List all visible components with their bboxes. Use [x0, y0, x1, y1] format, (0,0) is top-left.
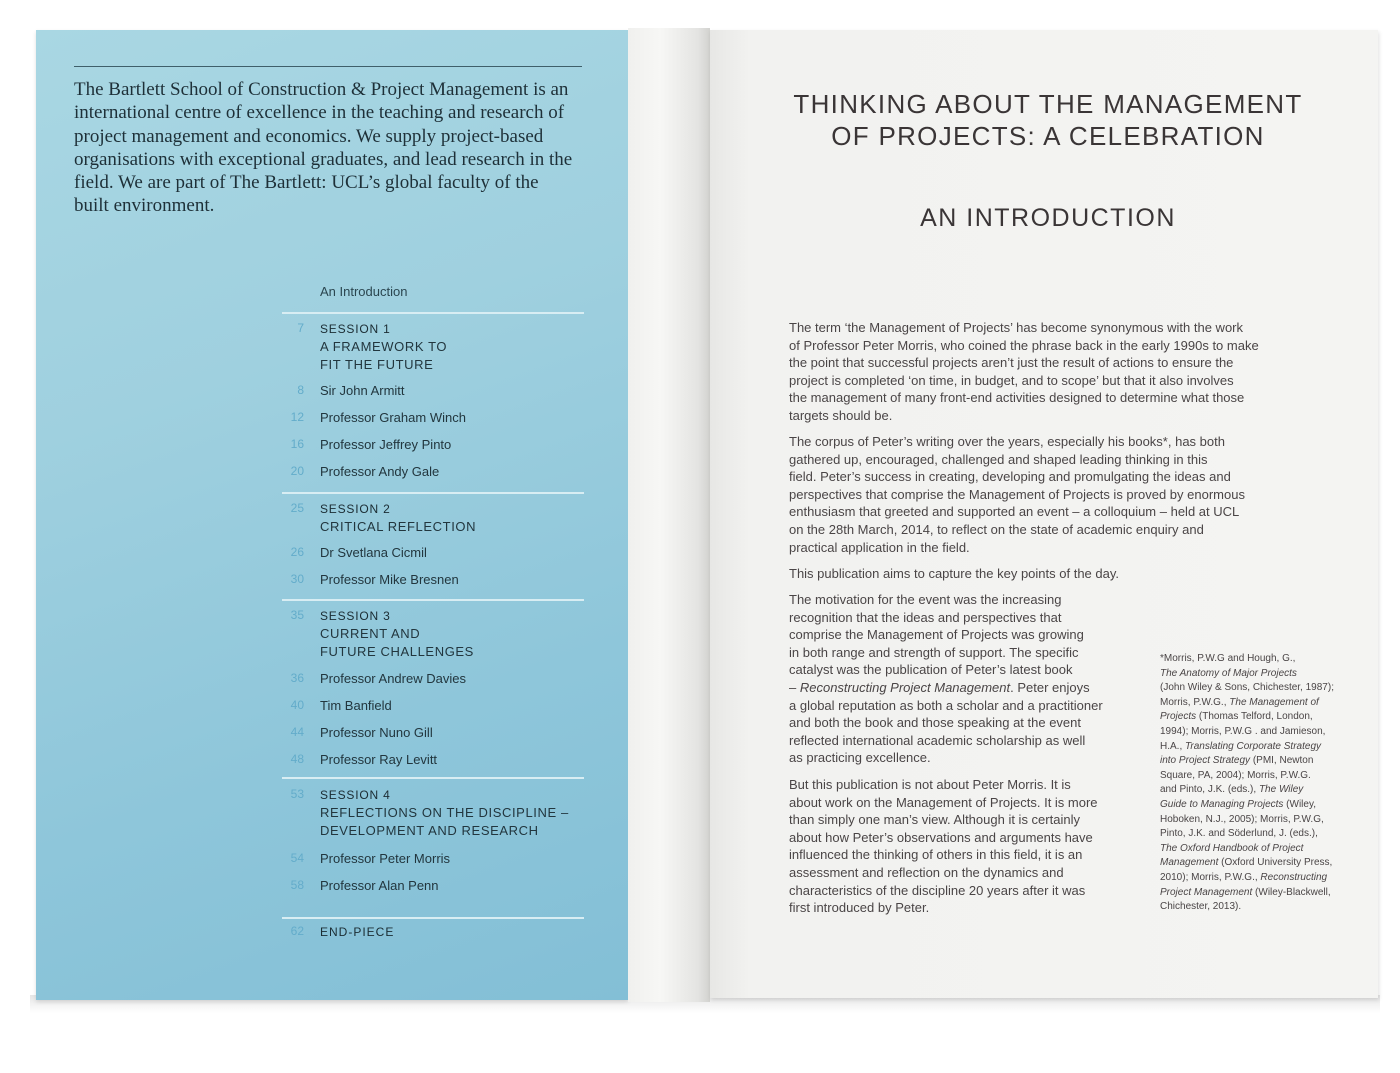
text-line: recognition that the ideas and perspectives that	[789, 609, 1062, 625]
session-name-line: FIT THE FUTURE	[320, 357, 434, 372]
toc-item	[282, 670, 592, 690]
toc-item	[282, 751, 592, 771]
toc-session-title	[320, 786, 590, 840]
title-line: THINKING ABOUT THE MANAGEMENT	[793, 89, 1303, 119]
toc-item-name: Professor Mike Bresnen	[320, 572, 459, 587]
text-line: assessment and reflection on the dynamics and	[789, 864, 1064, 880]
text-line: field. Peter’s success in creating, developing and promulgating the ideas and	[789, 469, 1231, 485]
toc-session-3	[282, 607, 592, 659]
toc-item-name: Professor Alan Penn	[320, 878, 439, 893]
toc-page-number: 62	[290, 924, 304, 938]
text-fragment: . Peter enjoys	[1010, 679, 1090, 695]
body-paragraph-1	[789, 319, 1259, 425]
toc-page-number: 54	[290, 851, 304, 865]
toc-item	[282, 571, 592, 591]
footnote-line	[1160, 871, 1350, 886]
footnote-line	[1160, 667, 1350, 682]
title-line: OF PROJECTS: A CELEBRATION	[831, 121, 1265, 151]
footnote-line	[1160, 842, 1350, 857]
text-line: than simply one man’s view. Although it is certainly	[789, 812, 1080, 828]
text-line: a global reputation as both a scholar and a practitioner	[789, 697, 1103, 713]
toc-session-1	[282, 320, 592, 372]
text-line: on the 28th March, 2014, to reflect on the state of academic enquiry and	[789, 521, 1204, 537]
session-name-line: CURRENT AND	[320, 626, 421, 641]
toc-page-number: 20	[290, 464, 304, 478]
toc-session-title	[320, 607, 590, 661]
toc-page-number: 16	[290, 437, 304, 451]
footnote-line: Chichester, 2013).	[1160, 901, 1242, 913]
footnote-fragment: Morris, P.W.G.,	[1160, 696, 1230, 708]
footnote-fragment: (Oxford University Press,	[1218, 857, 1333, 869]
toc-divider	[282, 599, 584, 601]
toc-page-number: 26	[290, 545, 304, 559]
footnote-line: (John Wiley & Sons, Chichester, 1987);	[1160, 682, 1334, 694]
text-line: The motivation for the event was the increasing	[789, 592, 1062, 607]
right-page	[710, 30, 1378, 998]
footnote-line	[1160, 783, 1350, 798]
footnote-book-title: Projects	[1160, 711, 1197, 723]
text-line: the management of many front-end activities designed to determine what those	[789, 390, 1245, 406]
text-line: influenced the thinking of others in this field, it is an	[789, 847, 1083, 863]
toc-endpiece-title	[320, 923, 590, 941]
session-name-line: FUTURE CHALLENGES	[320, 644, 474, 659]
toc-page-number: 53	[290, 787, 304, 801]
toc-item	[282, 409, 592, 429]
toc-page-number: 35	[290, 608, 304, 622]
dash: –	[789, 679, 800, 695]
left-page	[36, 30, 628, 1000]
toc-item-name: Professor Ray Levitt	[320, 752, 438, 767]
toc-session-4	[282, 786, 592, 838]
toc-page-number: 7	[297, 321, 304, 335]
toc-item-name: Professor Peter Morris	[320, 851, 451, 866]
footnote-book-title: Translating Corporate Strategy	[1185, 740, 1322, 752]
footnote-fragment: H.A.,	[1160, 740, 1186, 752]
footnote-line: *Morris, P.W.G and Hough, G.,	[1160, 653, 1296, 664]
footnote-line	[1160, 754, 1350, 769]
text-line: reflected international academic scholarship as well	[789, 732, 1086, 748]
toc-item	[282, 436, 592, 456]
body-paragraph-2	[789, 433, 1245, 556]
toc-item	[282, 382, 592, 402]
footnote-book-title: The Oxford Handbook of Project	[1160, 842, 1304, 854]
toc-page-number: 8	[297, 383, 304, 397]
session-name-line: CRITICAL REFLECTION	[320, 519, 477, 534]
footnote-book-title: The Management of	[1229, 696, 1319, 708]
text-line: practical application in the field.	[789, 539, 970, 555]
toc-session-2	[282, 500, 592, 534]
footnote-book-title: The Wiley	[1258, 784, 1304, 796]
text-line: about work on the Management of Projects. It is more	[789, 794, 1098, 810]
text-line: characteristics of the discipline 20 years after it was	[789, 882, 1086, 898]
text-line: targets should be.	[789, 407, 893, 423]
footnote-fragment: (Wiley-Blackwell,	[1252, 886, 1331, 898]
footnote-fragment: (PMI, Newton	[1250, 755, 1314, 767]
footnote-book-title: Guide to Managing Projects	[1160, 798, 1284, 810]
toc-page-number: 48	[290, 752, 304, 766]
toc-item	[282, 463, 592, 483]
footnote-line	[1160, 740, 1350, 755]
session-name-line: DEVELOPMENT AND RESEARCH	[320, 823, 539, 838]
text-line: This publication aims to capture the key points of the day.	[789, 566, 1119, 581]
footnote-line	[1160, 798, 1350, 813]
toc-item-name: Professor Graham Winch	[320, 410, 466, 425]
toc-item-name: Professor Andrew Davies	[320, 671, 466, 686]
text-line	[789, 679, 1103, 697]
body-paragraph-5	[789, 776, 1098, 917]
text-line: But this publication is not about Peter Morris. It is	[789, 777, 1071, 792]
toc-page-number: 40	[290, 698, 304, 712]
footnote-book-title: Management	[1160, 857, 1219, 869]
toc-divider	[282, 777, 584, 779]
footnote	[1160, 652, 1350, 915]
toc-page-number: 25	[290, 501, 304, 515]
session-heading: SESSION 2	[320, 502, 391, 516]
toc-divider	[282, 917, 584, 919]
session-heading: SESSION 4	[320, 788, 391, 802]
book-gutter	[628, 28, 710, 1002]
toc-introduction: An Introduction	[320, 284, 408, 299]
footnote-line	[1160, 696, 1350, 711]
footnote-line	[1160, 856, 1350, 871]
toc-item-name: Sir John Armitt	[320, 383, 405, 398]
text-line: the point that successful projects aren’t just the result of actions to ensure the	[789, 355, 1234, 371]
toc-item	[282, 697, 592, 717]
footnote-fragment: 2010); Morris, P.W.G.,	[1160, 871, 1261, 883]
text-line: The term ‘the Management of Projects’ has become synonymous with the work	[789, 320, 1244, 335]
toc-item-name: Professor Nuno Gill	[320, 725, 433, 740]
toc-item-name: Dr Svetlana Cicmil	[320, 545, 427, 560]
toc-session-title	[320, 500, 590, 536]
footnote-line: Pinto, J.K. and Söderlund, J. (eds.),	[1160, 828, 1318, 840]
footnote-book-title: Project Management	[1160, 886, 1253, 898]
text-line: gathered up, encouraged, challenged and shaped leading thinking in this	[789, 451, 1208, 467]
text-line: of Professor Peter Morris, who coined the phrase back in the early 1990s to make	[789, 337, 1259, 353]
footnote-fragment: (Thomas Telford, London,	[1196, 711, 1313, 723]
endpiece-label: END-PIECE	[320, 925, 395, 939]
toc-endpiece	[282, 923, 592, 943]
text-line: catalyst was the publication of Peter’s latest book	[789, 662, 1073, 678]
body-paragraph-3	[789, 565, 1119, 583]
footnote-line: Hoboken, N.J., 2005); Morris, P.W.G,	[1160, 813, 1324, 825]
session-name-line: A FRAMEWORK TO	[320, 339, 448, 354]
footnote-fragment: and Pinto, J.K. (eds.),	[1160, 784, 1259, 796]
session-heading: SESSION 1	[320, 322, 391, 336]
toc-item	[282, 544, 592, 564]
text-line: enthusiasm that greeted and supported an event – a colloquium – held at UCL	[789, 504, 1240, 520]
text-line: about how Peter’s observations and arguments have	[789, 829, 1093, 845]
session-heading: SESSION 3	[320, 609, 391, 623]
text-line: comprise the Management of Projects was growing	[789, 627, 1084, 643]
intro-paragraph: The Bartlett School of Construction & Project Management is an international centre of excellence in the teaching and research of project management and economics. We supply project-based organisations with exceptional graduates, and lead research in the field. We are part of The Bartlett: UCL’s global faculty of the built environment.	[74, 79, 573, 217]
footnote-line: 1994); Morris, P.W.G . and Jamieson,	[1160, 725, 1326, 737]
footnote-book-title: into Project Strategy	[1160, 755, 1251, 767]
text-line: and both the book and those speaking at the event	[789, 715, 1082, 731]
toc-page-number: 58	[290, 878, 304, 892]
toc-page-number: 30	[290, 572, 304, 586]
toc-page-number: 44	[290, 725, 304, 739]
page-title	[750, 88, 1346, 152]
top-rule	[74, 66, 582, 67]
text-line: as practicing excellence.	[789, 750, 931, 766]
text-line: in both range and strength of support. The specific	[789, 644, 1079, 660]
footnote-fragment: (Wiley,	[1283, 798, 1316, 810]
toc-divider	[282, 492, 584, 494]
text-line: project is completed ‘on time, in budget, and to scope’ but that it also involves	[789, 372, 1234, 388]
toc-item	[282, 877, 592, 897]
toc-item	[282, 724, 592, 744]
toc-divider	[282, 312, 584, 314]
toc-page-number: 12	[290, 410, 304, 424]
section-subtitle: AN INTRODUCTION	[920, 204, 1176, 232]
toc-page-number: 36	[290, 671, 304, 685]
footnote-line	[1160, 886, 1350, 901]
text-line: perspectives that comprise the Management of Projects is proved by enormous	[789, 486, 1245, 502]
footnote-book-title: Reconstructing	[1260, 871, 1328, 883]
toc-item-name: Tim Banfield	[320, 698, 392, 713]
session-name-line: REFLECTIONS ON THE DISCIPLINE –	[320, 805, 569, 820]
toc-item-name: Professor Jeffrey Pinto	[320, 437, 452, 452]
footnote-book-title: The Anatomy of Major Projects	[1160, 667, 1297, 679]
text-line: The corpus of Peter’s writing over the years, especially his books*, has both	[789, 434, 1225, 449]
toc-item	[282, 850, 592, 870]
toc-item-name: Professor Andy Gale	[320, 464, 440, 479]
book-title: Reconstructing Project Management	[799, 679, 1011, 695]
footnote-line: Square, PA, 2004); Morris, P.W.G.	[1160, 769, 1311, 781]
footnote-line	[1160, 710, 1350, 725]
toc-session-title	[320, 320, 590, 374]
text-line: first introduced by Peter.	[789, 900, 930, 916]
body-paragraph-4	[789, 591, 1103, 767]
